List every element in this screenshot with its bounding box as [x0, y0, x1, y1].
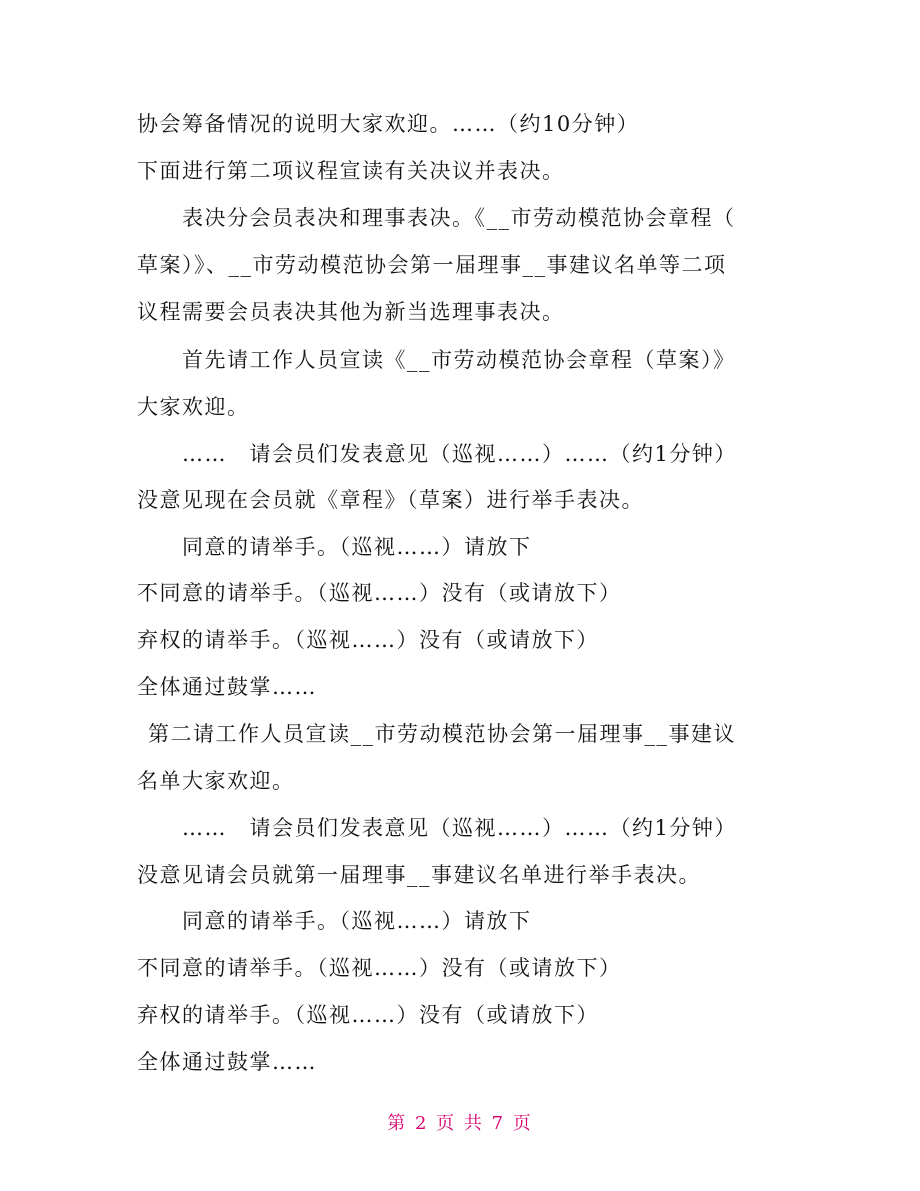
paragraph-line: 同意的请举手。（巡视……）请放下	[182, 909, 532, 933]
paragraph-line: 大家欢迎。	[137, 395, 250, 419]
paragraph-line: 名单大家欢迎。	[137, 769, 295, 793]
paragraph-line: 首先请工作人员宣读《__市劳动模范协会章程（草案）》	[182, 348, 736, 372]
paragraph-line: 表决分会员表决和理事表决。《__市劳动模范协会章程（	[182, 206, 736, 230]
paragraph-line: 草案）》、__市劳动模范协会第一届理事__事建议名单等二项	[137, 253, 727, 277]
paragraph-line: 不同意的请举手。（巡视……）没有（或请放下）	[137, 581, 622, 605]
paragraph-line: 没意见请会员就第一届理事__事建议名单进行举手表决。	[137, 863, 701, 887]
paragraph-line: 同意的请举手。（巡视……）请放下	[182, 535, 532, 559]
paragraph-line: 第二请工作人员宣读__市劳动模范协会第一届理事__事建议	[148, 722, 736, 746]
paragraph-line: …… 请会员们发表意见（巡视……）……（约1分钟）	[182, 442, 737, 466]
page-number-footer: 第 2 页 共 7 页	[387, 1113, 533, 1134]
paragraph-line: 没意见现在会员就《章程》（草案）进行举手表决。	[137, 488, 644, 512]
paragraph-line: 全体通过鼓掌……	[137, 675, 317, 699]
paragraph-line: 协会筹备情况的说明大家欢迎。……（约10分钟）	[137, 112, 640, 136]
paragraph-line: 不同意的请举手。（巡视……）没有（或请放下）	[137, 956, 622, 980]
paragraph-line: 下面进行第二项议程宣读有关决议并表决。	[137, 159, 565, 183]
paragraph-line: 全体通过鼓掌……	[137, 1050, 317, 1074]
paragraph-line: 弃权的请举手。（巡视……）没有（或请放下）	[137, 1003, 599, 1027]
paragraph-line: …… 请会员们发表意见（巡视……）……（约1分钟）	[182, 816, 737, 840]
paragraph-line: 弃权的请举手。（巡视……）没有（或请放下）	[137, 628, 599, 652]
paragraph-line: 议程需要会员表决其他为新当选理事表决。	[137, 300, 565, 324]
